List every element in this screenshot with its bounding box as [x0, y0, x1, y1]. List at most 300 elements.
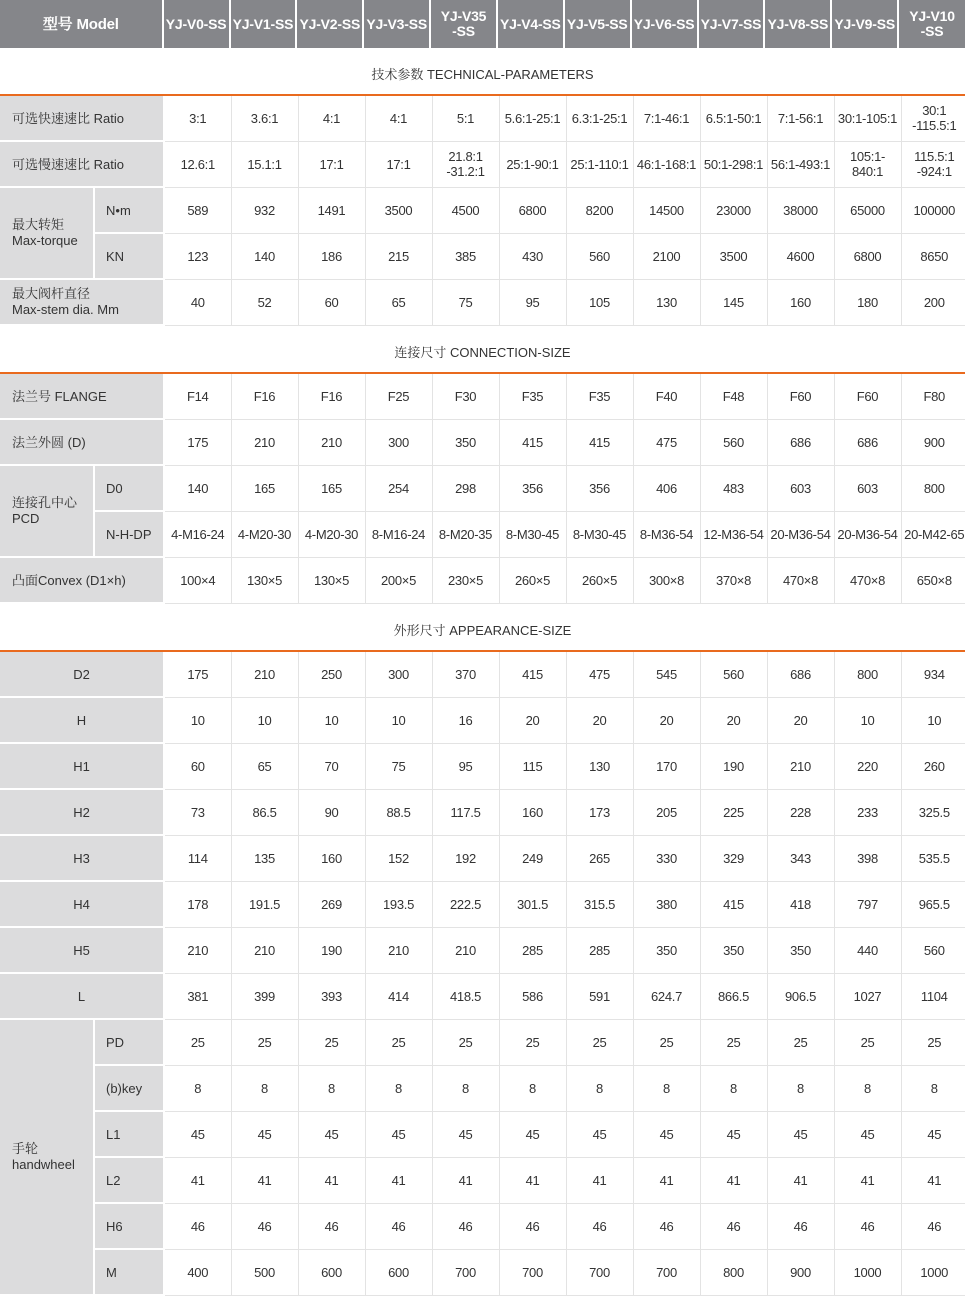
- table-cell: 415: [499, 419, 566, 465]
- table-cell: 560: [901, 927, 965, 973]
- table-cell: 20: [633, 697, 700, 743]
- table-cell: 8650: [901, 233, 965, 279]
- sub-label: PD: [94, 1019, 164, 1065]
- table-cell: 8: [231, 1065, 298, 1111]
- table-row: [0, 927, 965, 973]
- row-label: 最大转矩 Max-torque: [0, 187, 94, 279]
- table-cell: 41: [566, 1157, 633, 1203]
- table-cell: 130: [566, 743, 633, 789]
- table-cell: 10: [834, 697, 901, 743]
- table-cell: 330: [633, 835, 700, 881]
- table-cell: 589: [164, 187, 231, 233]
- table-row: [0, 557, 965, 603]
- sub-label: KN: [94, 233, 164, 279]
- connection-table: [0, 374, 965, 604]
- table-cell: 25: [700, 1019, 767, 1065]
- table-cell: 46: [633, 1203, 700, 1249]
- table-cell: 30:1 -115.5:1: [901, 96, 965, 141]
- table-cell: 325.5: [901, 789, 965, 835]
- section-technical: [0, 48, 965, 96]
- table-cell: 191.5: [231, 881, 298, 927]
- table-cell: 40: [164, 279, 231, 325]
- table-cell: 315.5: [566, 881, 633, 927]
- table-cell: 560: [700, 652, 767, 697]
- table-cell: 41: [432, 1157, 499, 1203]
- table-row: [0, 1019, 965, 1065]
- table-cell: 50:1-298:1: [700, 141, 767, 187]
- table-cell: 8: [633, 1065, 700, 1111]
- table-cell: 866.5: [700, 973, 767, 1019]
- table-cell: 415: [700, 881, 767, 927]
- table-cell: 130: [633, 279, 700, 325]
- table-cell: 8-M20-35: [432, 511, 499, 557]
- table-cell: 700: [432, 1249, 499, 1295]
- table-row: [0, 511, 965, 557]
- sub-label: H6: [94, 1203, 164, 1249]
- table-cell: 123: [164, 233, 231, 279]
- model-name: YJ-V6-SS: [632, 0, 699, 48]
- table-cell: 38000: [767, 187, 834, 233]
- table-cell: 130×5: [298, 557, 365, 603]
- table-row: [0, 465, 965, 511]
- table-cell: 6.5:1-50:1: [700, 96, 767, 141]
- table-cell: 46:1-168:1: [633, 141, 700, 187]
- table-cell: 17:1: [365, 141, 432, 187]
- table-cell: 215: [365, 233, 432, 279]
- table-cell: 75: [432, 279, 499, 325]
- table-cell: 624.7: [633, 973, 700, 1019]
- table-cell: 440: [834, 927, 901, 973]
- table-cell: 350: [700, 927, 767, 973]
- table-cell: 8: [365, 1065, 432, 1111]
- model-name: YJ-V35 -SS: [431, 0, 498, 48]
- table-cell: 117.5: [432, 789, 499, 835]
- table-row: [0, 743, 965, 789]
- table-row: [0, 374, 965, 419]
- table-cell: 8: [298, 1065, 365, 1111]
- table-cell: 2100: [633, 233, 700, 279]
- table-cell: 3500: [700, 233, 767, 279]
- table-row: [0, 279, 965, 325]
- table-cell: 470×8: [834, 557, 901, 603]
- table-cell: 406: [633, 465, 700, 511]
- table-cell: 8: [834, 1065, 901, 1111]
- table-cell: 165: [231, 465, 298, 511]
- table-cell: 8200: [566, 187, 633, 233]
- table-cell: 12.6:1: [164, 141, 231, 187]
- table-cell: 8: [164, 1065, 231, 1111]
- table-cell: 470×8: [767, 557, 834, 603]
- table-cell: 210: [432, 927, 499, 973]
- table-cell: 398: [834, 835, 901, 881]
- table-cell: 45: [700, 1111, 767, 1157]
- model-name: YJ-V5-SS: [565, 0, 632, 48]
- section-title: 外形尺寸 APPEARANCE-SIZE: [393, 623, 572, 638]
- table-cell: 10: [365, 697, 432, 743]
- table-cell: 65000: [834, 187, 901, 233]
- technical-table: [0, 96, 965, 326]
- row-label: 手轮 handwheel: [0, 1019, 94, 1295]
- table-cell: 1027: [834, 973, 901, 1019]
- table-cell: 10: [901, 697, 965, 743]
- table-cell: 560: [566, 233, 633, 279]
- table-cell: 260: [901, 743, 965, 789]
- row-label: 可选快速速比 Ratio: [0, 96, 164, 141]
- table-cell: 45: [231, 1111, 298, 1157]
- table-cell: 46: [767, 1203, 834, 1249]
- table-cell: 906.5: [767, 973, 834, 1019]
- row-label: 凸面Convex (D1×h): [0, 557, 164, 603]
- model-name: YJ-V7-SS: [699, 0, 766, 48]
- table-cell: 190: [700, 743, 767, 789]
- table-cell: F16: [231, 374, 298, 419]
- table-cell: 45: [365, 1111, 432, 1157]
- table-cell: F60: [767, 374, 834, 419]
- table-cell: 205: [633, 789, 700, 835]
- table-cell: 350: [633, 927, 700, 973]
- row-label: 可选慢速速比 Ratio: [0, 141, 164, 187]
- table-cell: 190: [298, 927, 365, 973]
- table-cell: 25: [231, 1019, 298, 1065]
- section-appearance: [0, 604, 965, 652]
- table-cell: F40: [633, 374, 700, 419]
- table-cell: 560: [700, 419, 767, 465]
- table-cell: 8: [566, 1065, 633, 1111]
- table-cell: 370: [432, 652, 499, 697]
- table-cell: 269: [298, 881, 365, 927]
- table-cell: F48: [700, 374, 767, 419]
- table-cell: 800: [700, 1249, 767, 1295]
- table-cell: 25:1-90:1: [499, 141, 566, 187]
- table-cell: 46: [298, 1203, 365, 1249]
- table-cell: 200: [901, 279, 965, 325]
- table-cell: 192: [432, 835, 499, 881]
- table-cell: 225: [700, 789, 767, 835]
- row-label: 连接孔中心 PCD: [0, 465, 94, 557]
- table-cell: 45: [298, 1111, 365, 1157]
- table-row: [0, 881, 965, 927]
- row-label: 法兰号 FLANGE: [0, 374, 164, 419]
- table-cell: 20-M42-65: [901, 511, 965, 557]
- table-cell: F35: [499, 374, 566, 419]
- table-cell: 800: [901, 465, 965, 511]
- table-cell: 3.6:1: [231, 96, 298, 141]
- table-cell: 650×8: [901, 557, 965, 603]
- table-cell: 210: [365, 927, 432, 973]
- section-divider: [0, 372, 965, 374]
- table-cell: 343: [767, 835, 834, 881]
- table-cell: 210: [767, 743, 834, 789]
- table-cell: 60: [298, 279, 365, 325]
- table-cell: 180: [834, 279, 901, 325]
- table-cell: 65: [231, 743, 298, 789]
- table-cell: 700: [566, 1249, 633, 1295]
- table-cell: 300: [365, 652, 432, 697]
- table-cell: 535.5: [901, 835, 965, 881]
- table-cell: 222.5: [432, 881, 499, 927]
- table-cell: 356: [499, 465, 566, 511]
- table-cell: 25: [432, 1019, 499, 1065]
- table-cell: 250: [298, 652, 365, 697]
- table-cell: 21.8:1 -31.2:1: [432, 141, 499, 187]
- table-cell: 115: [499, 743, 566, 789]
- table-cell: 45: [901, 1111, 965, 1157]
- table-cell: 41: [231, 1157, 298, 1203]
- table-cell: 200×5: [365, 557, 432, 603]
- table-cell: 4:1: [365, 96, 432, 141]
- table-cell: 65: [365, 279, 432, 325]
- table-cell: 90: [298, 789, 365, 835]
- section-title: 连接尺寸 CONNECTION-SIZE: [394, 345, 571, 360]
- table-row: [0, 697, 965, 743]
- table-cell: 400: [164, 1249, 231, 1295]
- table-cell: 175: [164, 652, 231, 697]
- table-cell: 475: [633, 419, 700, 465]
- table-cell: 173: [566, 789, 633, 835]
- table-cell: 160: [499, 789, 566, 835]
- table-cell: 100×4: [164, 557, 231, 603]
- table-cell: F35: [566, 374, 633, 419]
- table-cell: 86.5: [231, 789, 298, 835]
- table-row: [0, 1249, 965, 1295]
- row-label: H4: [0, 881, 164, 927]
- table-cell: 8-M30-45: [499, 511, 566, 557]
- table-cell: 115.5:1 -924:1: [901, 141, 965, 187]
- table-cell: 414: [365, 973, 432, 1019]
- table-row: [0, 1157, 965, 1203]
- table-cell: 300: [365, 419, 432, 465]
- table-cell: 10: [164, 697, 231, 743]
- table-cell: 249: [499, 835, 566, 881]
- table-cell: 45: [164, 1111, 231, 1157]
- table-cell: 25: [566, 1019, 633, 1065]
- table-cell: F30: [432, 374, 499, 419]
- table-cell: 900: [901, 419, 965, 465]
- table-row: [0, 141, 965, 187]
- table-cell: 46: [499, 1203, 566, 1249]
- table-cell: 25: [834, 1019, 901, 1065]
- table-cell: 41: [700, 1157, 767, 1203]
- table-cell: 370×8: [700, 557, 767, 603]
- table-cell: 60: [164, 743, 231, 789]
- sub-label: L2: [94, 1157, 164, 1203]
- table-cell: 7:1-46:1: [633, 96, 700, 141]
- table-cell: 1000: [901, 1249, 965, 1295]
- table-cell: 46: [231, 1203, 298, 1249]
- table-cell: 15.1:1: [231, 141, 298, 187]
- table-cell: 1104: [901, 973, 965, 1019]
- table-cell: 165: [298, 465, 365, 511]
- table-cell: 430: [499, 233, 566, 279]
- table-cell: 210: [231, 652, 298, 697]
- table-cell: 6800: [499, 187, 566, 233]
- table-cell: 220: [834, 743, 901, 789]
- table-cell: 46: [164, 1203, 231, 1249]
- table-cell: 105:1-840:1: [834, 141, 901, 187]
- table-cell: 233: [834, 789, 901, 835]
- table-cell: 350: [432, 419, 499, 465]
- table-cell: 600: [365, 1249, 432, 1295]
- table-cell: 16: [432, 697, 499, 743]
- table-cell: 45: [432, 1111, 499, 1157]
- table-cell: 25: [633, 1019, 700, 1065]
- table-row: [0, 419, 965, 465]
- table-cell: 46: [566, 1203, 633, 1249]
- table-cell: 3:1: [164, 96, 231, 141]
- table-cell: 10: [298, 697, 365, 743]
- table-cell: 178: [164, 881, 231, 927]
- table-row: [0, 835, 965, 881]
- row-label: H: [0, 697, 164, 743]
- table-cell: 20-M36-54: [767, 511, 834, 557]
- table-cell: 1000: [834, 1249, 901, 1295]
- model-header-row: [0, 0, 965, 48]
- table-row: [0, 652, 965, 697]
- table-cell: 186: [298, 233, 365, 279]
- table-cell: 393: [298, 973, 365, 1019]
- table-cell: 17:1: [298, 141, 365, 187]
- row-label: L: [0, 973, 164, 1019]
- table-cell: 210: [231, 927, 298, 973]
- table-cell: 41: [767, 1157, 834, 1203]
- table-cell: 8: [767, 1065, 834, 1111]
- table-cell: 23000: [700, 187, 767, 233]
- table-cell: 8-M16-24: [365, 511, 432, 557]
- model-name: YJ-V1-SS: [231, 0, 298, 48]
- table-cell: F16: [298, 374, 365, 419]
- table-cell: 8: [901, 1065, 965, 1111]
- table-cell: 932: [231, 187, 298, 233]
- table-cell: 41: [901, 1157, 965, 1203]
- table-cell: 95: [432, 743, 499, 789]
- table-cell: 686: [767, 652, 834, 697]
- table-cell: 46: [700, 1203, 767, 1249]
- table-cell: 46: [365, 1203, 432, 1249]
- table-cell: 20: [566, 697, 633, 743]
- table-cell: 52: [231, 279, 298, 325]
- table-row: [0, 233, 965, 279]
- table-cell: 114: [164, 835, 231, 881]
- sub-label: D0: [94, 465, 164, 511]
- table-cell: 300×8: [633, 557, 700, 603]
- table-cell: 260×5: [499, 557, 566, 603]
- model-name: YJ-V9-SS: [832, 0, 899, 48]
- table-cell: 210: [298, 419, 365, 465]
- row-label: 法兰外圆 (D): [0, 419, 164, 465]
- table-row: [0, 1065, 965, 1111]
- table-cell: 4-M16-24: [164, 511, 231, 557]
- table-cell: 4:1: [298, 96, 365, 141]
- table-row: [0, 1111, 965, 1157]
- table-cell: 105: [566, 279, 633, 325]
- table-cell: 415: [566, 419, 633, 465]
- table-cell: 20-M36-54: [834, 511, 901, 557]
- model-name: YJ-V10 -SS: [899, 0, 965, 48]
- table-cell: 6.3:1-25:1: [566, 96, 633, 141]
- table-cell: 160: [767, 279, 834, 325]
- table-cell: 12-M36-54: [700, 511, 767, 557]
- table-cell: 500: [231, 1249, 298, 1295]
- table-cell: 30:1-105:1: [834, 96, 901, 141]
- table-cell: 45: [566, 1111, 633, 1157]
- table-cell: 41: [633, 1157, 700, 1203]
- table-cell: 381: [164, 973, 231, 1019]
- table-cell: 603: [834, 465, 901, 511]
- table-row: [0, 973, 965, 1019]
- table-cell: 175: [164, 419, 231, 465]
- table-cell: 25: [499, 1019, 566, 1065]
- table-cell: 4-M20-30: [231, 511, 298, 557]
- table-cell: 73: [164, 789, 231, 835]
- table-cell: 152: [365, 835, 432, 881]
- table-cell: 265: [566, 835, 633, 881]
- table-cell: 586: [499, 973, 566, 1019]
- sub-label: L1: [94, 1111, 164, 1157]
- table-cell: 230×5: [432, 557, 499, 603]
- table-cell: 41: [499, 1157, 566, 1203]
- table-cell: 8-M36-54: [633, 511, 700, 557]
- table-cell: 25: [164, 1019, 231, 1065]
- table-cell: 46: [901, 1203, 965, 1249]
- table-cell: 7:1-56:1: [767, 96, 834, 141]
- table-cell: 20: [767, 697, 834, 743]
- table-cell: 41: [298, 1157, 365, 1203]
- sub-label: (b)key: [94, 1065, 164, 1111]
- table-cell: 399: [231, 973, 298, 1019]
- table-cell: 285: [499, 927, 566, 973]
- table-cell: 45: [767, 1111, 834, 1157]
- table-cell: 170: [633, 743, 700, 789]
- table-cell: 260×5: [566, 557, 633, 603]
- table-cell: 210: [231, 419, 298, 465]
- table-cell: F80: [901, 374, 965, 419]
- table-cell: 45: [633, 1111, 700, 1157]
- table-cell: 45: [499, 1111, 566, 1157]
- table-cell: 145: [700, 279, 767, 325]
- sub-label: N•m: [94, 187, 164, 233]
- table-cell: 603: [767, 465, 834, 511]
- section-connection: [0, 326, 965, 374]
- table-cell: 418: [767, 881, 834, 927]
- row-label: 最大阀杆直径 Max-stem dia. Mm: [0, 279, 164, 325]
- table-cell: 800: [834, 652, 901, 697]
- table-cell: 41: [164, 1157, 231, 1203]
- table-cell: 5.6:1-25:1: [499, 96, 566, 141]
- table-cell: 298: [432, 465, 499, 511]
- table-cell: 228: [767, 789, 834, 835]
- table-cell: 686: [767, 419, 834, 465]
- table-cell: 45: [834, 1111, 901, 1157]
- model-label: 型号 Model: [0, 0, 164, 48]
- table-cell: 25: [365, 1019, 432, 1065]
- table-cell: 285: [566, 927, 633, 973]
- sub-label: M: [94, 1249, 164, 1295]
- table-cell: 14500: [633, 187, 700, 233]
- table-cell: 797: [834, 881, 901, 927]
- table-cell: 193.5: [365, 881, 432, 927]
- table-cell: 545: [633, 652, 700, 697]
- model-name: YJ-V3-SS: [364, 0, 431, 48]
- row-label: H1: [0, 743, 164, 789]
- table-cell: 4-M20-30: [298, 511, 365, 557]
- table-cell: 415: [499, 652, 566, 697]
- table-cell: 20: [700, 697, 767, 743]
- table-row: [0, 96, 965, 141]
- table-cell: 160: [298, 835, 365, 881]
- section-divider: [0, 650, 965, 652]
- table-cell: 140: [231, 233, 298, 279]
- table-cell: 75: [365, 743, 432, 789]
